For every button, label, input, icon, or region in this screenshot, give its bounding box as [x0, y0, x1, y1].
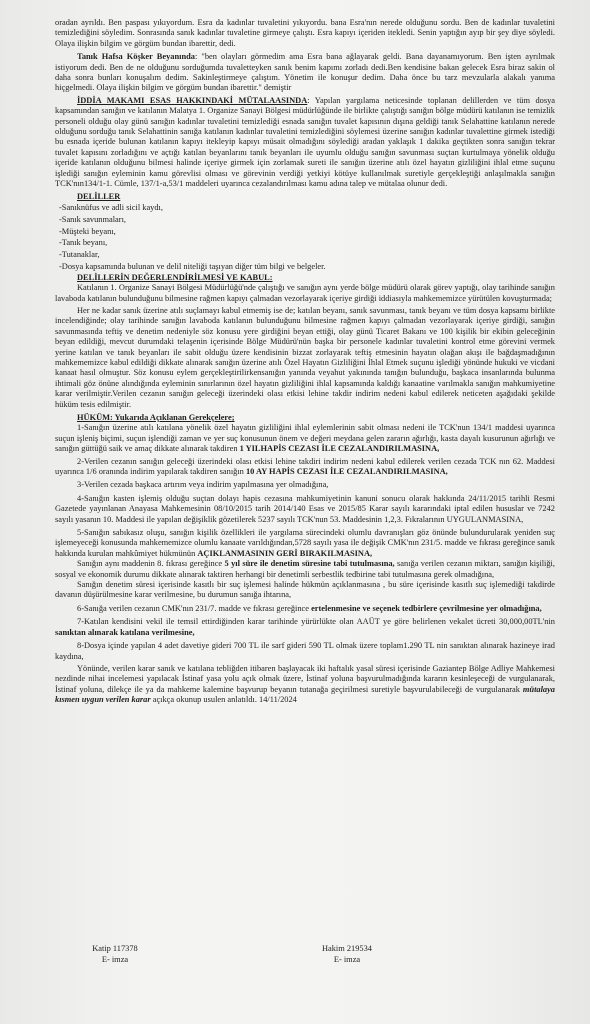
verdict-item-5-decision: AÇIKLANMASININ GERİ BIRAKILMASINA,: [197, 548, 373, 558]
evidence-list: [55, 202, 555, 273]
verdict-item-5-probation-text: sanığa verilen cezanın miktarı, sanığın kişiliği, sosyal ve ekonomik durumu dikkate alınarak taktiren herhangi bir denetimli serbestlik tedbirine tabi tutulmasına gerek olmadığına,: [55, 559, 555, 579]
clerk-esign: E- imza: [101, 955, 129, 964]
verdict-item-7-decision: sanıktan alınarak katılana verilmesine,: [55, 627, 195, 637]
verdict-final-text: Yönünde, verilen karar sanık ve katılana tebliğden itibaren başlayacak iki haftalık yasal süresi içerisinde Gaziantep Bölge Adliye Mahkemesi nezdinde nihai incelemesi yapılacak İstinaf yasa yolu açık olmak üzere, İstinaf yoluna başvurulmadığında kararın kesinleşeceği de vurgulanarak, İstinaf yoluna, dilekçe ile ya da mahkeme kalemine başvurup beyanın tutanağa geçirilmesi suretiyle başvurulabileceği de vurgulanarak: [55, 663, 555, 694]
verdict-item-6-decision: ertelenmesine ve seçenek tedbirlere çevrilmesine yer olmadığına,: [311, 603, 542, 613]
verdict-final-paragraph: [55, 664, 555, 706]
prosecutor-title: İDDİA MAKAMI ESAS HAKKINDAKİ MÜTALAASINDA: [77, 95, 308, 105]
verdict-item-2-sentence: 10 AY HAPİS CEZASI İLE CEZALANDIRILMASINA,: [245, 467, 448, 476]
evidence-title: DELİLLER: [77, 191, 121, 201]
prosecutor-paragraph: [55, 96, 555, 190]
verdict-item-1: [55, 423, 555, 454]
assessment-paragraph-2: Her ne kadar sanık üzerine atılı suçlamayı kabul etmemiş ise de; katılan beyanı, sanık savunması, tanık beyanı ve tüm dosya kapsamı birlikte incelendiğinde; olay tarihinde sanığın lavaboda katılanın bulunduğunu bilmesine rağmen kapıyı çalmadan vezorlayarak içeriye girdiği, sanığın savunmasında teftiş ve denetim nedeniyle söz konusu yere girdiğini beyan ettiği, olay günü Ticaret Bakanı ve 100 kişilik bir ekibin geleceğinin beyan edildiği, mevcut durumdaki telaşenin içerisinde Bölge Müdürü'nün başka bir personele kadınlar tuvaletini kontrol etme görevini vermek yerine katılan ve tanık beyanları ile sabit olduğu üzere kendisinin bizzat zorlayarak teftiş etmesinin hayatın olağan akışı ile bağdaşmadığının mahkememizce kabul edildiği dikkate alınarak sanığın üzerine atılı Özel Hayatın Gizliliğini İhlal Etmek suçunu işlediği yönünde hukuki ve vicdani kanaat hasıl olmuştur. Söz konusu eylem gerçekleştirilirkensanığın yanında veyahut yakınında tanığın bulunduğu, başkaca insanlarında bulunma ihtimali göz önüne alındığında eyleminin sınırlarının özel hayatın gizliliğini ihlal kapsamında kaldığı kanaatine varılmakla sanığın mahkumiyetine karar verilmiştir.Verilen cezanın sanığın geleceği üzerindeki olası etkisi lehine takdir indirim nedeni kabul edilerek neticeten aşağıdaki şekilde hüküm tesis edilmiştir.: [55, 305, 555, 409]
verdict-item-5-probation-term: 5 yıl süre ile denetim süresine tabi tutulmasına,: [224, 559, 395, 569]
verdict-item-5: [55, 528, 555, 559]
verdict-item-4-end: UYGULANMASINA,: [446, 514, 524, 524]
document-body: [55, 18, 555, 706]
clerk-name: Katip 117378: [92, 944, 138, 953]
verdict-item-5-text: 5-Sanığın sabıkasız oluşu, sanığın kişilik özellikleri ile yargılama sürecindeki olumlu davranışları göz önünde bulundurularak yeniden suç işlemeyeceği konusunda mahkememizce olumlu kanaate varıldığından,5728 sayılı yasa ile değişik CMK'nın 231/5. madde ve fıkrası gereğince sanık hakkında kurulan mahkûmiyet hükmünün: [55, 528, 555, 558]
verdict-item-5-probation-lead: Sanığın aynı maddenin 8. fıkrası gereğince: [77, 559, 225, 569]
verdict-item-2: [55, 457, 555, 478]
verdict-item-4-text: 4-Sanığın kasten işlemiş olduğu suçtan dolayı hapis cezasına mahkumiyetinin kanuni sonucu olarak hakkında 24/11/2015 tarihli Resmi Gazetede yayınlanan Anayasa Mahkemesinin 08/10/2015 tarih 2014/140 Esas ve 2015/85 Karar sayılı kararındaki iptal edilen hususlar ve 7242 sayılı yasanın 10. Maddesi ile yapılan değişiklik gözetilerek 5237 sayılı TCK'nun 53. Maddesinin 1,2,3. Fıkralarının: [55, 493, 555, 524]
intro-paragraph: oradan ayrıldı. Ben paspası yıkıyordum. Esra da kadınlar tuvaletini yıkıyordu. bana Esra'nın nerede olduğunu sordu. Ben de kadınlar tuvaletini temizlediğini söyledim. Sonrasında sanık kadınlar tuvaletine girmeye çalıştı. Esra kapıyı içeriden itekledi. Senin yaptığın ayıp bir şey diye söyledi. Olaya ilişkin bilgim ve görgüm bundan ibarettir, dedi.: [55, 18, 555, 48]
verdict-final-emphasis: mütalaya kısmen uygun verilen karar: [55, 684, 555, 705]
verdict-item-7: [55, 617, 555, 638]
evidence-item: -Tutanaklar,: [59, 250, 100, 260]
verdict-item-3: 3-Verilen cezada başkaca artırım veya indirim yapılmasına yer olmadığına,: [77, 480, 329, 490]
assessment-title: DELİLLERİN DEĞERLENDİRİLMESİ VE KABUL:: [77, 272, 273, 282]
evidence-item: -Sanık savunmaları,: [59, 214, 126, 224]
verdict-item-1-text: 1-Sanığın üzerine atılı katılana yönelik özel hayatın gizliliğini ihlal eylemlerinin sabit olması nedeni ile TCK'nun 134/1 maddesi uyarınca suçun işleniş biçimi, suçun işlendiği zaman ve yer suç konusunun önem ve değeri meydana gelen zararın ağırlığı, kasta dayalı kusurunun ağırlığı ve sanığın güttüğü saik ve amaç dikkate alınarak takdiren: [55, 423, 555, 454]
evidence-item: -Müşteki beyanı,: [59, 226, 116, 236]
verdict-item-8: 8-Dosya içinde yapılan 4 adet davetiye gideri 700 TL ile sarf gideri 590 TL olmak üzere toplam1.290 TL nin sanıktan alınarak hazineye irad kaydına,: [55, 641, 555, 661]
verdict-item-4: [55, 494, 555, 525]
evidence-item: -Dosya kapsamında bulunan ve delil niteliği taşıyan diğer tüm bilgi ve belgeler.: [59, 261, 326, 271]
verdict-item-5-warning: Sanığın denetim süresi içerisinde kasıtlı bir suç işlemesi halinde hükmün açıklanmasına , bu süre içerisinde kasıtlı suç işlemediği takdirde davanın düşürülmesine karar verilmesine, bu durumun sanığa ihtarına,: [55, 580, 555, 600]
verdict-item-7-text: 7-Katılan kendisini vekil ile temsil ettirdiğinden karar tarihinde yürürlükte olan AAÜT ye göre belirlenen vekalet ücreti 30,000,00TL'nin: [77, 617, 555, 627]
evidence-item: -Tanık beyanı,: [59, 238, 108, 248]
assessment-paragraph-1: Katılanın 1. Organize Sanayi Bölgesi Müdürlüğü'nde çalıştığı ve sanığın aynı yerde bölge müdürü olarak görev yaptığı, olay tarihinde sanığın lavaboda katılanın bulunduğunu bilmesine rağmen kapıyı çalmadan vezorlayarak içeriye girdiği iddiasıyla mahkememizce yürütülen kovuşturmada;: [55, 283, 555, 303]
clerk-signature: [70, 943, 160, 965]
verdict-final-date: açıkça okunup usulen anlatıldı. 14/11/2024: [150, 695, 297, 705]
verdict-item-1-sentence: 1 YILHAPİS CEZASI İLE CEZALANDIRILMASINA,: [239, 444, 440, 454]
verdict-item-6: [55, 604, 555, 614]
verdict-title: HÜKÜM: Yukarıda Açıklanan Gerekçelere;: [77, 412, 235, 422]
witness-text: : "ben olayları görmedim ama Esra bana ağlayarak geldi. Bana dayanamıyorum. Ben işten ayrılmak istiyorum dedi. Ben de ne olduğunu sorduğumda tuvaletteyken sanık benim kapımı zorladı dedi.Ben kendisine bakan gelecek Esra biraz sakin ol daha sonra bunları konuşalım dedim. Sakinleştirmeye çalıştım. Yönetim ile konuşur dedim. Daha önce bu tarz mevzularla alakalı yanıma hiçgelmedi. Olaya ilişkin bilgim ve görgüm bundan ibarettir." demiştir: [55, 52, 555, 93]
verdict-item-6-text: 6-Sanığa verilen cezanın CMK'nın 231/7. madde ve fıkrası gereğince: [77, 603, 312, 613]
judge-esign: E- imza: [333, 955, 361, 964]
prosecutor-text: : Yapılan yargılama neticesinde toplanan delillerden ve tüm dosya kapsamından sanığın ve katılanın Malatya 1. Organize Sanayi Bölgesi müdürlüğünde ile birlikte çalıştığı sanığın bölge müdürü katılanın ise temizlik personeli olduğu olay günü sanığın kadınlar tuvaletini temizlediği esnada sanığın tuvalet kapısının dışına geldiği tanık Selahattine katılanın nerede olduğunu sorduğu tanık Selahattinin sanığa katılanın kadınlar tuvaletini temizlediğini söylemesi üzerine sanığın kadınlar tuvalettine girmek istediği bu esnada içeride bulunan katılanın kapıyı itekleyip kapıyı müsait olmadığını söylediği aradan yaklaşık 1 dakika geçtikten sonra sanığın tekrar tuvalet kapısını zorladığını ve açtığı katılan beyanlarını tanık beyanları ile uyumlu olduğu sanığın savunması suçtan kurtulmaya yönelik olduğu içeride katılanın olduğunu bilmesi halinde içeriye girmek için zorlamak sureti ile sanığın üzerine atılı özel hayatın gizliliğini ihlal etme suçunu işlediği sanığın eyleminin kamu görevlisi olması ve görevinin verdiği yetkiyi kötüye kullanılmak suretiyle gerçekleştiği anlaşılmakla sanığın TCK'nın134/1-1. Cümle, 137/1-a,53/1 maddeleri uyarınca cezalandırılması kamu adına talep ve mütalaa olunur dedi.: [55, 95, 555, 189]
evidence-item: -Sanıknüfus ve adli sicil kaydı,: [59, 202, 163, 212]
witness-paragraph: [55, 52, 555, 94]
judge-name: Hakim 219534: [321, 944, 372, 953]
verdict-item-5-probation: [55, 559, 555, 580]
verdict-item-2-text: 2-Verilen cezanın sanığın geleceği üzerindeki olası etkisi lehine takdiri indirim nedeni kabul edilerek verilen cezada TCK nın 62. Maddesi uyarınca 1/6 oranında indirim yapılarak takdiren sanığın: [55, 456, 555, 476]
witness-title: Tanık Hafsa Köşker Beyanında: [77, 52, 195, 62]
judge-signature: [302, 943, 392, 965]
